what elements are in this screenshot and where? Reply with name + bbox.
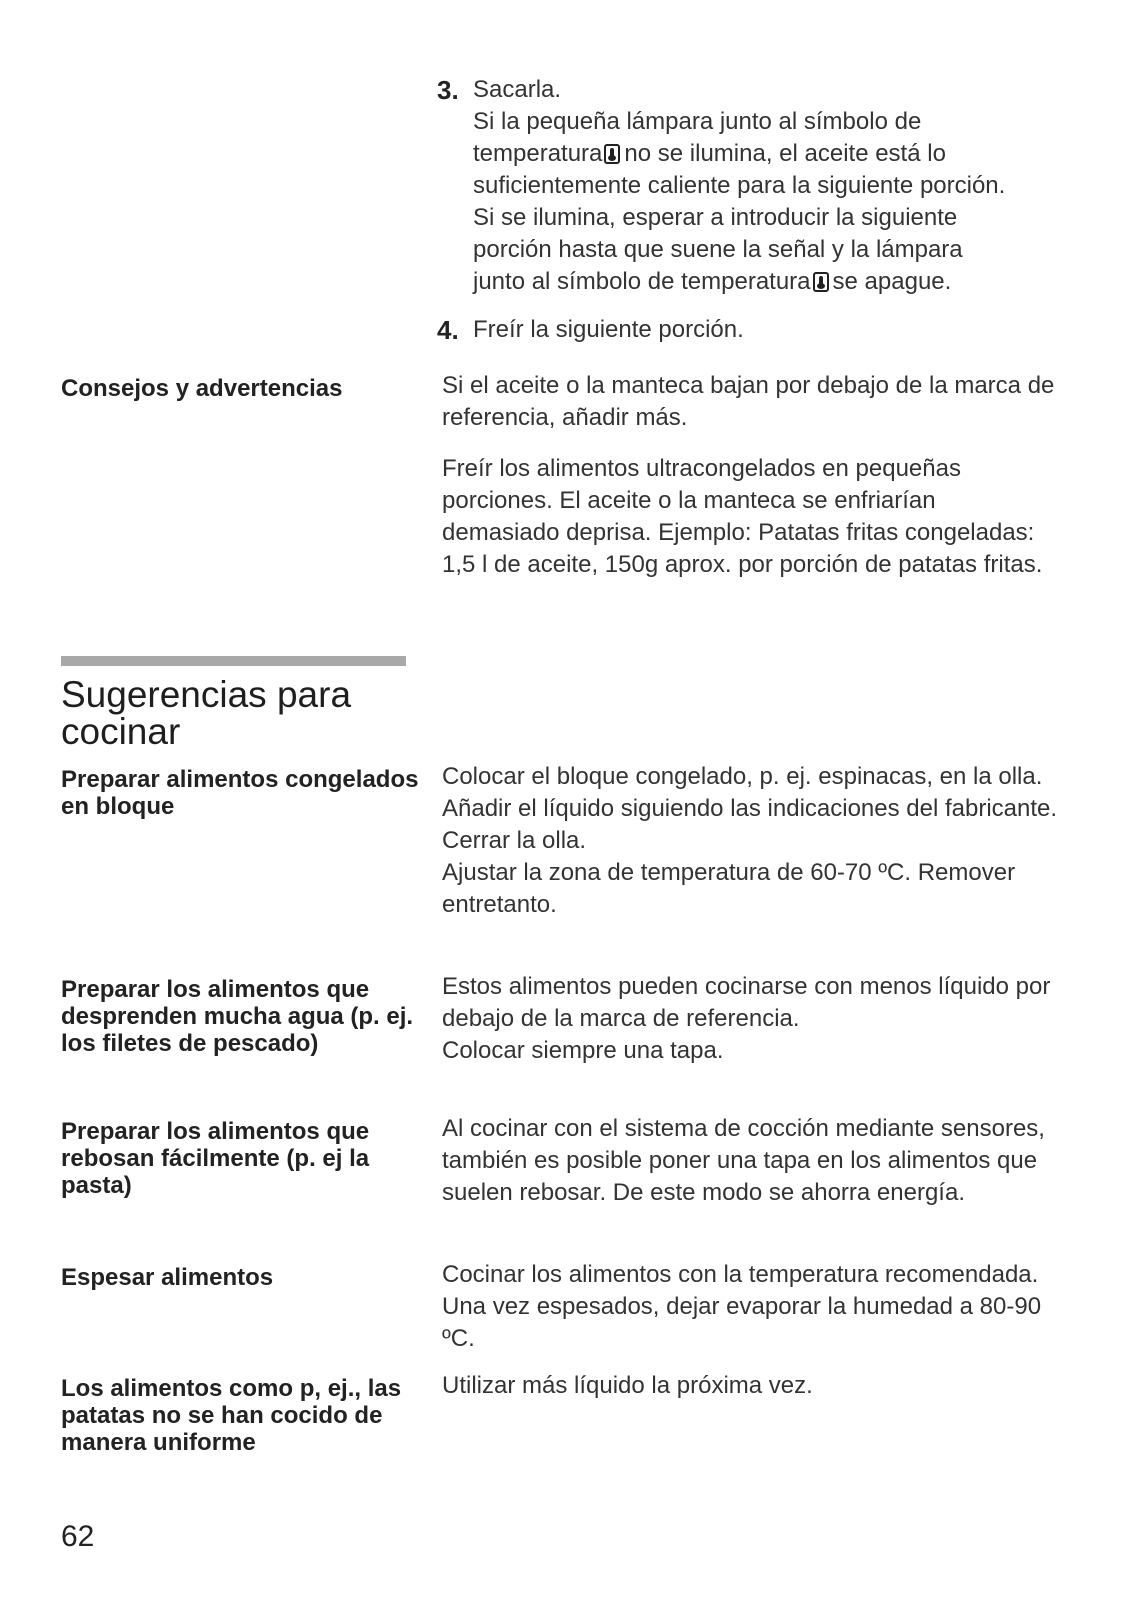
suggestion-label: Preparar los alimentos que desprenden mucha agua (p. ej. los filetes de pescado): [61, 976, 414, 1057]
section-divider: [61, 656, 406, 666]
suggestion-line: Añadir el líquido siguiendo las indicaciones del fabricante. Cerrar la olla.: [442, 795, 1058, 854]
tips-paragraph: [442, 453, 1052, 581]
step-line: suficientemente caliente para la siguiente porción.: [473, 172, 1006, 199]
step-line-part: junto al símbolo de temperatura: [473, 268, 811, 295]
step-3: [437, 74, 1087, 298]
step-line: porción hasta que suene la señal y la lámpara: [473, 236, 963, 263]
suggestion-text: [442, 971, 1082, 1067]
tips-text: Si el aceite o la manteca bajan por debajo de la marca de referencia, añadir más.: [442, 372, 1055, 431]
tips-text: Freír los alimentos ultracongelados en pequeñas porciones. El aceite o la manteca se enfriarían demasiado deprisa. Ejemplo: Patatas fritas congeladas: 1,5 l de aceite, 150g aprox. por porción de patatas fritas.: [442, 455, 1043, 578]
suggestion-line: Colocar el bloque congelado, p. ej. espinacas, en la olla.: [442, 763, 1043, 790]
thermometer-icon: [813, 272, 829, 292]
step-line: Freír la siguiente porción.: [473, 316, 744, 343]
suggestion-line: Utilizar más líquido la próxima vez.: [442, 1372, 813, 1399]
step-line: [473, 266, 1087, 298]
suggestion-line: Estos alimentos pueden cocinarse con menos líquido por debajo de la marca de referencia.: [442, 973, 1051, 1032]
step-line-part: no se ilumina, el aceite está lo: [624, 140, 946, 167]
suggestion-text: [442, 1113, 1062, 1209]
step-line: Sacarla.: [473, 76, 562, 103]
section-title: Sugerencias para cocinar: [61, 674, 352, 752]
suggestion-line: Colocar siempre una tapa.: [442, 1037, 724, 1064]
suggestion-line: Al cocinar con el sistema de cocción mediante sensores, también es posible poner una tapa en los alimentos que suelen rebosar. De este modo se ahorra energía.: [442, 1115, 1045, 1206]
tips-paragraph: [442, 370, 1082, 434]
suggestion-label: Espesar alimentos: [61, 1264, 274, 1291]
suggestion-text: [442, 761, 1062, 921]
suggestion-line: Cocinar los alimentos con la temperatura recomendada. Una vez espesados, dejar evaporar la humedad a 80-90 ºC.: [442, 1261, 1042, 1352]
suggestion-line: Ajustar la zona de temperatura de 60-70 ºC. Remover entretanto.: [442, 859, 1016, 918]
suggestion-text: [442, 1259, 1072, 1355]
step-line-part: se apague.: [832, 268, 952, 295]
thermometer-icon: [604, 144, 620, 164]
step-number: 4.: [437, 315, 459, 345]
page-number: 62: [61, 1520, 95, 1553]
step-4: [437, 314, 1087, 346]
step-line: [473, 138, 1087, 170]
step-line-part: temperatura: [473, 140, 603, 167]
step-number: 3.: [437, 75, 459, 105]
suggestion-label: Preparar los alimentos que rebosan fácilmente (p. ej la pasta): [61, 1118, 370, 1199]
suggestion-label: Los alimentos como p, ej., las patatas no se han cocido de manera uniforme: [61, 1375, 402, 1456]
suggestion-label: Preparar alimentos congelados en bloque: [61, 766, 419, 820]
step-line: Si la pequeña lámpara junto al símbolo de: [473, 108, 922, 135]
tips-label: Consejos y advertencias: [61, 375, 343, 402]
step-line: Si se ilumina, esperar a introducir la siguiente: [473, 204, 958, 231]
suggestion-text: [442, 1370, 1102, 1402]
